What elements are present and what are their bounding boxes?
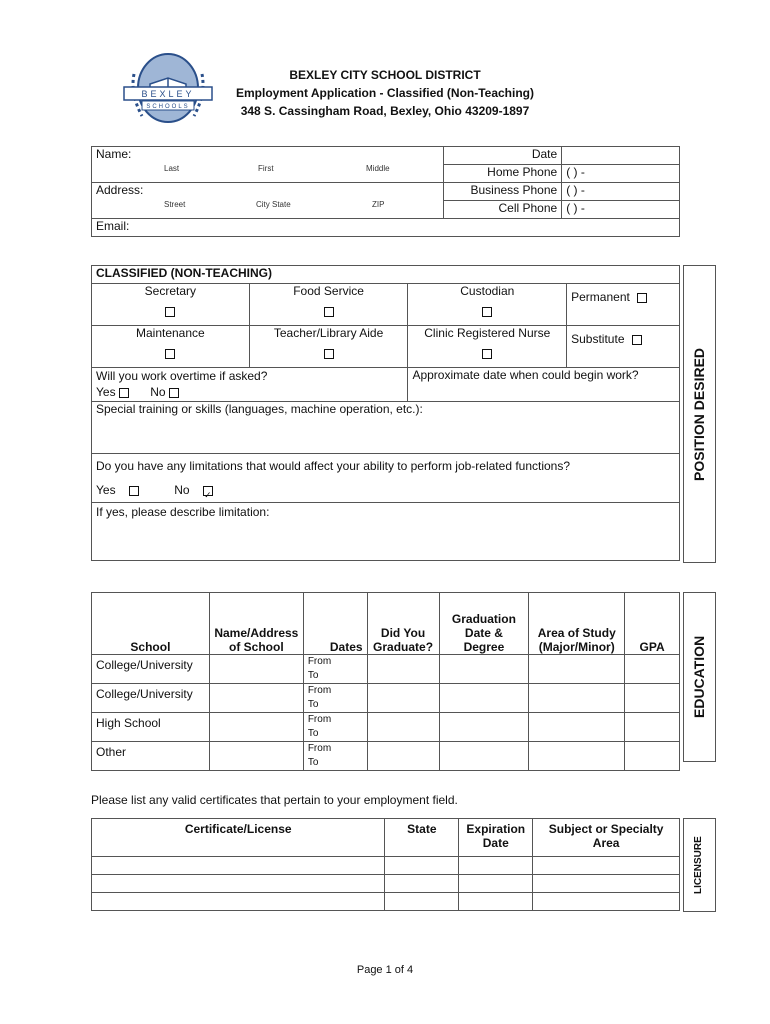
business-phone-field[interactable]: ( ) - xyxy=(562,183,680,201)
dates-cell[interactable] xyxy=(303,655,367,684)
col-subject: Subject or Specialty Area xyxy=(533,819,680,857)
training-cell[interactable] xyxy=(92,402,680,454)
checkbox[interactable] xyxy=(324,307,334,317)
header-block xyxy=(180,66,590,120)
permanent-option[interactable] xyxy=(567,284,680,326)
col-school: School xyxy=(92,593,210,655)
col-graduation-date: Graduation Date & Degree xyxy=(439,593,529,655)
first-caption: First xyxy=(258,163,274,173)
name-subcaptions xyxy=(92,165,444,183)
col-graduate: Did You Graduate? xyxy=(367,593,439,655)
home-phone-label: Home Phone xyxy=(444,165,562,183)
cell-phone-label: Cell Phone xyxy=(444,201,562,219)
col-area-of-study: Area of Study (Major/Minor) xyxy=(529,593,625,655)
table-row xyxy=(92,742,680,771)
job-label: Custodian xyxy=(460,284,515,298)
col-gpa: GPA xyxy=(625,593,680,655)
checkbox[interactable] xyxy=(165,349,175,359)
table-cell[interactable] xyxy=(459,875,533,893)
date-label: Date xyxy=(444,147,562,165)
permanent-checkbox[interactable] xyxy=(637,293,647,303)
table-cell[interactable] xyxy=(625,655,680,684)
email-cell[interactable] xyxy=(92,219,680,237)
table-cell[interactable] xyxy=(209,684,303,713)
licensure-intro: Please list any valid certificates that pertain to your employment field. xyxy=(91,793,458,807)
row-label: College/University xyxy=(92,655,210,684)
yes-label: Yes xyxy=(96,483,116,497)
position-table xyxy=(91,265,680,561)
table-cell[interactable] xyxy=(209,713,303,742)
col-dates: Dates xyxy=(303,593,367,655)
dates-cell[interactable] xyxy=(303,713,367,742)
table-cell[interactable] xyxy=(92,857,385,875)
name-cell[interactable] xyxy=(92,147,444,165)
name-label: Name: xyxy=(96,147,132,161)
checkbox[interactable] xyxy=(482,307,492,317)
address-subcaptions xyxy=(92,201,444,219)
table-cell[interactable] xyxy=(533,893,680,911)
table-cell[interactable] xyxy=(439,713,529,742)
table-cell[interactable] xyxy=(385,875,459,893)
position-side-label: POSITION DESIRED xyxy=(691,347,707,481)
dates-cell[interactable] xyxy=(303,684,367,713)
zip-caption: ZIP xyxy=(372,199,385,209)
table-cell[interactable] xyxy=(529,713,625,742)
form-title: Employment Application - Classified (Non-Teaching) xyxy=(235,86,535,100)
overtime-question: Will you work overtime if asked? xyxy=(96,369,268,383)
table-cell[interactable] xyxy=(92,875,385,893)
job-secretary[interactable] xyxy=(92,284,250,326)
checkbox[interactable] xyxy=(324,349,334,359)
job-label: Secretary xyxy=(144,284,197,298)
job-maintenance[interactable] xyxy=(92,326,250,368)
logo-bottom-text: SCHOOLS xyxy=(146,104,190,110)
permanent-label: Permanent xyxy=(571,290,630,304)
table-cell[interactable] xyxy=(385,893,459,911)
substitute-checkbox[interactable] xyxy=(632,335,642,345)
col-name-address: Name/Address of School xyxy=(209,593,303,655)
table-row xyxy=(92,655,680,684)
address-label: Address: xyxy=(96,183,144,197)
substitute-option[interactable] xyxy=(567,326,680,368)
training-question: Special training or skills (languages, machine operation, etc.): xyxy=(96,402,423,416)
overtime-yes-checkbox[interactable] xyxy=(119,388,129,398)
contact-table xyxy=(91,146,680,237)
education-side-box xyxy=(683,592,716,762)
email-label: Email: xyxy=(96,219,130,233)
licensure-side-box xyxy=(683,818,716,912)
overtime-no-checkbox[interactable] xyxy=(169,388,179,398)
row-label: College/University xyxy=(92,684,210,713)
overtime-cell xyxy=(92,368,408,402)
no-label: No xyxy=(150,385,166,399)
table-cell[interactable] xyxy=(92,893,385,911)
position-side-box xyxy=(683,265,716,563)
table-cell[interactable] xyxy=(625,684,680,713)
table-row xyxy=(92,713,680,742)
business-phone-label: Business Phone xyxy=(444,183,562,201)
table-cell[interactable] xyxy=(385,857,459,875)
limitations-no-checkbox[interactable] xyxy=(203,486,213,496)
district-name: BEXLEY CITY SCHOOL DISTRICT xyxy=(289,68,481,82)
job-clinic-nurse[interactable] xyxy=(408,326,567,368)
no-label: No xyxy=(174,483,190,497)
table-cell[interactable] xyxy=(209,655,303,684)
licensure-table xyxy=(91,818,680,911)
date-field[interactable] xyxy=(562,147,680,165)
table-cell[interactable] xyxy=(439,742,529,771)
table-cell[interactable] xyxy=(367,742,439,771)
table-cell[interactable] xyxy=(459,857,533,875)
table-cell[interactable] xyxy=(529,655,625,684)
table-row xyxy=(92,893,680,911)
describe-cell[interactable] xyxy=(92,503,680,561)
job-teacher-library-aide[interactable] xyxy=(249,326,408,368)
job-custodian[interactable] xyxy=(408,284,567,326)
to-label: To xyxy=(307,757,319,768)
to-label: To xyxy=(307,670,319,681)
job-label: Maintenance xyxy=(135,326,205,340)
col-state: State xyxy=(385,819,459,857)
table-cell[interactable] xyxy=(529,742,625,771)
table-cell[interactable] xyxy=(209,742,303,771)
district-address: 348 S. Cassingham Road, Bexley, Ohio 43209-1897 xyxy=(240,104,530,118)
dates-cell[interactable] xyxy=(303,742,367,771)
limitations-cell xyxy=(92,454,680,503)
checkbox[interactable] xyxy=(482,349,492,359)
table-cell[interactable] xyxy=(367,655,439,684)
middle-caption: Middle xyxy=(366,163,390,173)
begin-date-question: Approximate date when could begin work? xyxy=(412,368,639,382)
table-cell[interactable] xyxy=(367,684,439,713)
table-cell[interactable] xyxy=(533,857,680,875)
street-caption: Street xyxy=(164,199,186,209)
col-certificate: Certificate/License xyxy=(92,819,385,857)
yes-label: Yes xyxy=(96,385,116,399)
position-section-title: CLASSIFIED (NON-TEACHING) xyxy=(92,266,680,284)
cell-phone-field[interactable]: ( ) - xyxy=(562,201,680,219)
table-cell[interactable] xyxy=(367,713,439,742)
job-label: Food Service xyxy=(293,284,364,298)
address-cell[interactable] xyxy=(92,183,444,201)
last-caption: Last xyxy=(164,163,180,173)
row-label: High School xyxy=(92,713,210,742)
from-label: From xyxy=(307,656,332,667)
table-row xyxy=(92,857,680,875)
table-cell[interactable] xyxy=(439,684,529,713)
table-row xyxy=(92,684,680,713)
education-side-label: EDUCATION xyxy=(691,635,707,719)
begin-date-cell[interactable] xyxy=(408,368,680,402)
checkbox[interactable] xyxy=(165,307,175,317)
from-label: From xyxy=(307,714,332,725)
from-label: From xyxy=(307,685,332,696)
to-label: To xyxy=(307,699,319,710)
table-cell[interactable] xyxy=(625,742,680,771)
job-food-service[interactable] xyxy=(249,284,408,326)
limitations-question: Do you have any limitations that would affect your ability to perform job-related functions? xyxy=(96,459,571,473)
describe-label: If yes, please describe limitation: xyxy=(96,505,270,519)
education-table xyxy=(91,592,680,771)
job-label: Teacher/Library Aide xyxy=(273,326,384,340)
job-label: Clinic Registered Nurse xyxy=(424,326,551,340)
substitute-label: Substitute xyxy=(571,332,625,346)
home-phone-field[interactable]: ( ) - xyxy=(562,165,680,183)
limitations-yes-checkbox[interactable] xyxy=(129,486,139,496)
table-cell[interactable] xyxy=(533,875,680,893)
page-number: Page 1 of 4 xyxy=(356,964,414,976)
row-label: Other xyxy=(92,742,210,771)
to-label: To xyxy=(307,728,319,739)
table-cell[interactable] xyxy=(439,655,529,684)
col-expiration: Expiration Date xyxy=(459,819,533,857)
table-row xyxy=(92,875,680,893)
table-cell[interactable] xyxy=(625,713,680,742)
city-state-caption: City State xyxy=(256,199,291,209)
licensure-side-label: LICENSURE xyxy=(693,836,704,894)
from-label: From xyxy=(307,743,332,754)
table-cell[interactable] xyxy=(459,893,533,911)
logo-top-text: BEXLEY xyxy=(141,89,195,99)
table-cell[interactable] xyxy=(529,684,625,713)
